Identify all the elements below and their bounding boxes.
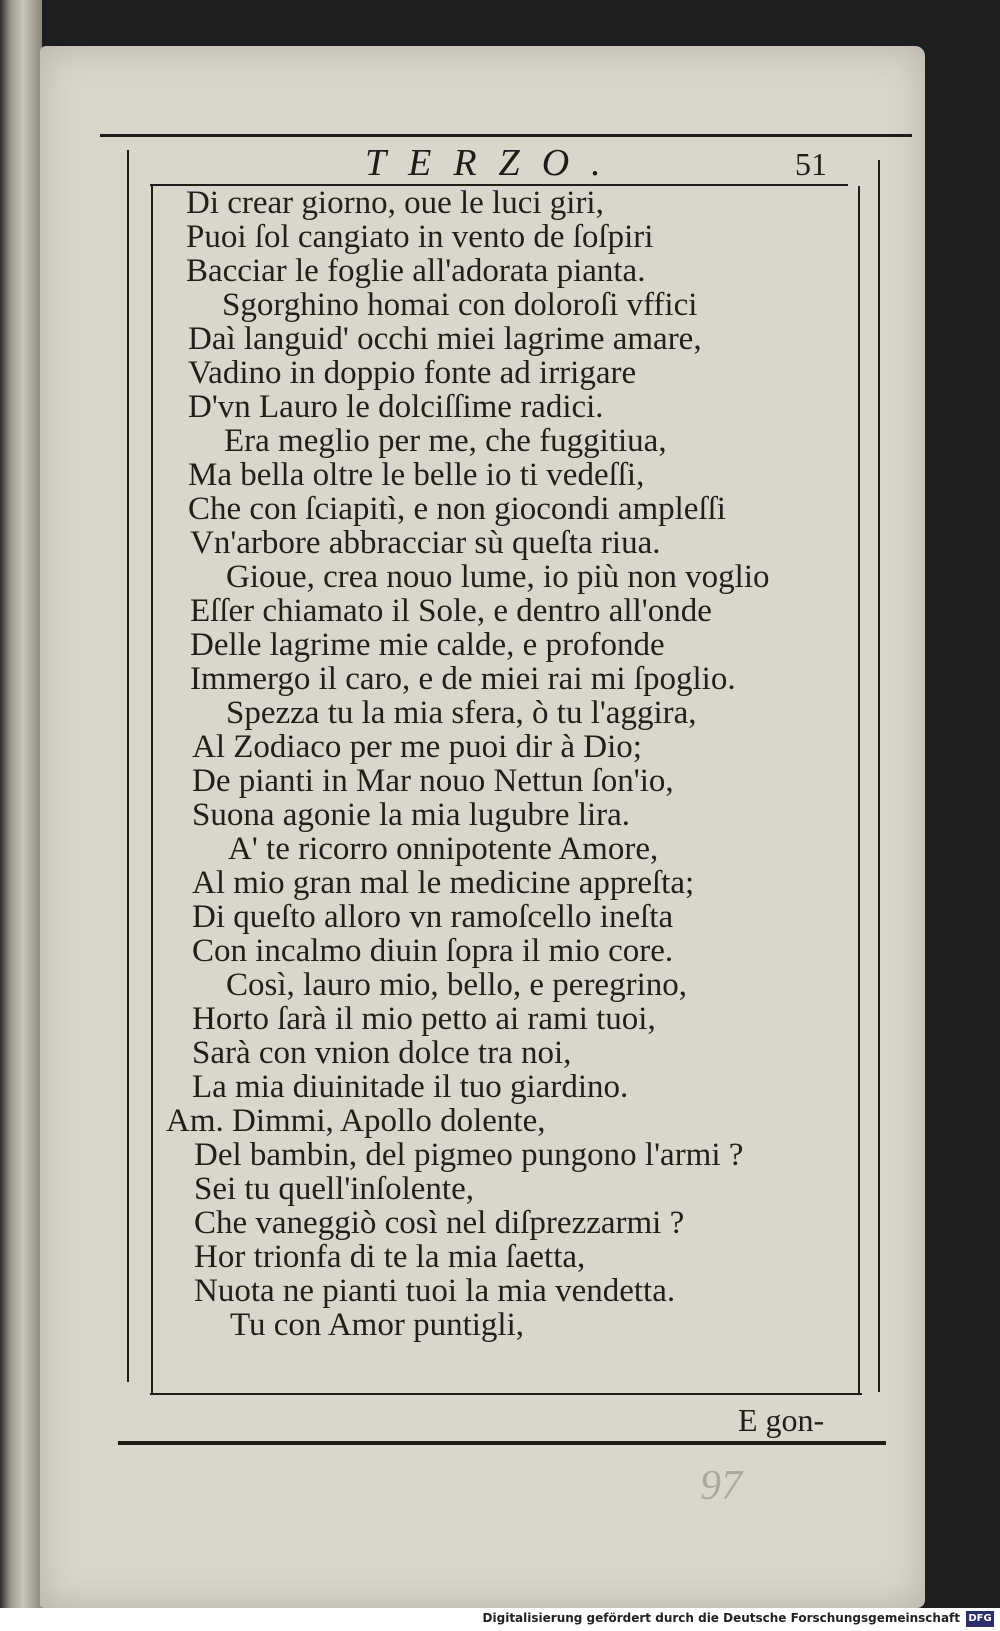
text-line: Delle lagrime mie calde, e profonde [190,627,665,663]
footer-rule [118,1441,886,1445]
adjacent-page-edge [0,0,42,1608]
dfg-logo-icon: DFG [966,1611,994,1627]
page-number: 51 [795,146,827,182]
text-line: Sgorghino homai con doloroſi vffici [222,287,698,323]
text-line: Che vaneggiò così nel diſprezzarmi ? [194,1205,685,1241]
text-line: De pianti in Mar nouo Nettun ſon'io, [192,763,674,799]
frame-right-rule [878,160,880,1392]
text-line: Vn'arbore abbracciar sù queſta riua. [190,525,661,561]
text-line: Era meglio per me, che fuggitiua, [224,423,667,459]
text-line: Tu con Amor puntigli, [230,1307,524,1343]
text-line: Sarà con vnion dolce tra noi, [192,1035,572,1071]
frame-inner-left-rule [151,186,153,1394]
text-line: Con incalmo diuin ſopra il mio core. [192,933,674,969]
text-line: Hor trionfa di te la mia ſaetta, [194,1239,586,1275]
text-line: Suona agonie la mia lugubre lira. [192,797,631,833]
running-title: TERZO. [365,142,623,184]
text-line: Di queſto alloro vn ramoſcello ineſta [192,899,674,935]
header-top-rule [100,134,912,137]
text-line: Che con ſciapitì, e non giocondi ampleſſi [188,491,726,527]
text-line: Immergo il caro, e de miei rai mi ſpoglio. [190,661,736,697]
text-line: Nuota ne pianti tuoi la mia vendetta. [194,1273,676,1309]
text-line: Di crear giorno, oue le luci giri, [186,185,604,221]
pencil-annotation: 97 [700,1463,742,1509]
text-line: Bacciar le foglie all'adorata pianta. [186,253,646,289]
text-line: Eſſer chiamato il Sole, e dentro all'onde [190,593,712,629]
digitization-footer [0,1608,1000,1631]
speaker-line: Am. Dimmi, Apollo dolente, [166,1103,546,1139]
text-line: La mia diuinitade il tuo giardino. [192,1069,629,1105]
text-line: Daì languid' occhi miei lagrime amare, [188,321,702,357]
text-line: Al Zodiaco per me puoi dir à Dio; [192,729,642,765]
text-line: Così, lauro mio, bello, e peregrino, [226,967,687,1003]
text-line: Sei tu quell'inſolente, [194,1171,474,1207]
text-line: Spezza tu la mia sfera, ò tu l'aggira, [226,695,697,731]
text-line: Ma bella oltre le belle io ti vedeſſi, [188,457,645,493]
text-line: Del bambin, del pigmeo pungono l'armi ? [194,1137,744,1173]
frame-bottom-rule [150,1393,862,1395]
text-line: Gioue, crea nouo lume, io più non voglio [226,559,770,595]
frame-inner-right-rule [858,186,860,1394]
text-line: Puoi ſol cangiato in vento de ſoſpiri [186,219,654,255]
text-line: Horto ſarà il mio petto ai rami tuoi, [192,1001,656,1037]
text-line: Al mio gran mal le medicine appreſta; [192,865,695,901]
frame-left-rule [127,150,129,1382]
funding-credit: Digitalisierung gefördert durch die Deutsche Forschungsgemeinschaft [482,1611,960,1625]
text-line: A' te ricorro onnipotente Amore, [228,831,659,867]
text-line: Vadino in doppio fonte ad irrigare [188,355,637,391]
text-line: D'vn Lauro le dolciſſime radici. [188,389,604,425]
catchword: E gon- [738,1402,825,1438]
